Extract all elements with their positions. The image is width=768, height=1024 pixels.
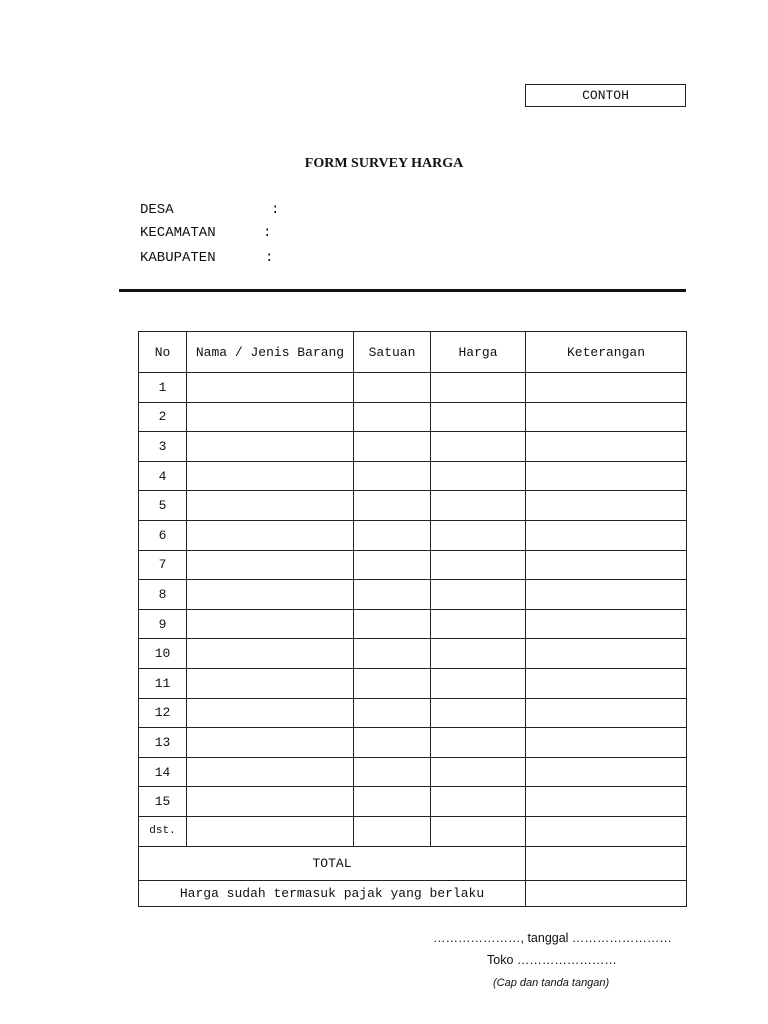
row-number: 13 bbox=[139, 728, 187, 758]
row-number: 11 bbox=[139, 668, 187, 698]
row-notes[interactable] bbox=[526, 373, 687, 403]
row-item-name[interactable] bbox=[187, 728, 354, 758]
table-row bbox=[139, 550, 687, 580]
row-item-name[interactable] bbox=[187, 373, 354, 403]
row-notes[interactable] bbox=[526, 668, 687, 698]
table-row bbox=[139, 639, 687, 669]
table-row bbox=[139, 757, 687, 787]
row-price[interactable] bbox=[431, 757, 526, 787]
row-unit[interactable] bbox=[354, 550, 431, 580]
row-item-name[interactable] bbox=[187, 816, 354, 846]
row-item-name[interactable] bbox=[187, 550, 354, 580]
field-kabupaten-label: KABUPATEN bbox=[140, 250, 216, 266]
row-notes[interactable] bbox=[526, 491, 687, 521]
row-price[interactable] bbox=[431, 816, 526, 846]
row-item-name[interactable] bbox=[187, 787, 354, 817]
row-notes[interactable] bbox=[526, 698, 687, 728]
row-unit[interactable] bbox=[354, 668, 431, 698]
row-unit[interactable] bbox=[354, 580, 431, 610]
table-row bbox=[139, 520, 687, 550]
table-row bbox=[139, 609, 687, 639]
field-kabupaten bbox=[140, 249, 274, 267]
field-kecamatan-label: KECAMATAN bbox=[140, 225, 216, 241]
section-divider bbox=[119, 289, 686, 292]
row-item-name[interactable] bbox=[187, 402, 354, 432]
row-notes[interactable] bbox=[526, 787, 687, 817]
row-unit[interactable] bbox=[354, 757, 431, 787]
table-row bbox=[139, 373, 687, 403]
table-row bbox=[139, 728, 687, 758]
row-notes[interactable] bbox=[526, 639, 687, 669]
row-notes[interactable] bbox=[526, 580, 687, 610]
row-number: 14 bbox=[139, 757, 187, 787]
row-item-name[interactable] bbox=[187, 520, 354, 550]
row-price[interactable] bbox=[431, 461, 526, 491]
row-number: 6 bbox=[139, 520, 187, 550]
row-number: 3 bbox=[139, 432, 187, 462]
row-item-name[interactable] bbox=[187, 668, 354, 698]
table-row bbox=[139, 668, 687, 698]
row-item-name[interactable] bbox=[187, 609, 354, 639]
table-row bbox=[139, 816, 687, 846]
table-row bbox=[139, 698, 687, 728]
header-item-name: Nama / Jenis Barang bbox=[187, 332, 354, 373]
row-unit[interactable] bbox=[354, 402, 431, 432]
survey-table bbox=[138, 331, 687, 907]
field-kecamatan-colon: : bbox=[263, 225, 272, 241]
row-number: 9 bbox=[139, 609, 187, 639]
row-unit[interactable] bbox=[354, 698, 431, 728]
row-unit[interactable] bbox=[354, 816, 431, 846]
page-title: FORM SURVEY HARGA bbox=[304, 156, 464, 171]
row-price[interactable] bbox=[431, 728, 526, 758]
row-number: 4 bbox=[139, 461, 187, 491]
row-number: 8 bbox=[139, 580, 187, 610]
table-row bbox=[139, 461, 687, 491]
row-unit[interactable] bbox=[354, 373, 431, 403]
row-notes[interactable] bbox=[526, 461, 687, 491]
row-price[interactable] bbox=[431, 787, 526, 817]
field-kabupaten-colon: : bbox=[265, 250, 274, 266]
row-price[interactable] bbox=[431, 491, 526, 521]
table-row bbox=[139, 491, 687, 521]
contoh-badge: CONTOH bbox=[525, 84, 686, 107]
header-no: No bbox=[139, 332, 187, 373]
shop-line: Toko …………………… bbox=[487, 953, 617, 967]
table-row bbox=[139, 580, 687, 610]
field-desa-colon: : bbox=[271, 202, 280, 218]
row-number: 2 bbox=[139, 402, 187, 432]
table-row bbox=[139, 787, 687, 817]
date-line: …………………, tanggal …………………… bbox=[433, 931, 672, 945]
row-item-name[interactable] bbox=[187, 757, 354, 787]
row-price[interactable] bbox=[431, 432, 526, 462]
stamp-note: (Cap dan tanda tangan) bbox=[493, 977, 610, 989]
row-notes[interactable] bbox=[526, 520, 687, 550]
row-number: 15 bbox=[139, 787, 187, 817]
field-kecamatan bbox=[140, 224, 272, 242]
row-number: 12 bbox=[139, 698, 187, 728]
row-notes[interactable] bbox=[526, 550, 687, 580]
header-notes: Keterangan bbox=[526, 332, 687, 373]
row-unit[interactable] bbox=[354, 609, 431, 639]
header-price: Harga bbox=[431, 332, 526, 373]
row-notes[interactable] bbox=[526, 728, 687, 758]
row-price[interactable] bbox=[431, 639, 526, 669]
total-label: TOTAL bbox=[139, 846, 526, 880]
row-number: 1 bbox=[139, 373, 187, 403]
row-number: dst. bbox=[139, 816, 187, 846]
tax-note-row bbox=[139, 880, 687, 906]
total-value-cell[interactable] bbox=[526, 846, 687, 880]
total-row bbox=[139, 846, 687, 880]
row-price[interactable] bbox=[431, 402, 526, 432]
row-unit[interactable] bbox=[354, 639, 431, 669]
row-item-name[interactable] bbox=[187, 639, 354, 669]
row-notes[interactable] bbox=[526, 816, 687, 846]
row-item-name[interactable] bbox=[187, 491, 354, 521]
row-unit[interactable] bbox=[354, 728, 431, 758]
row-price[interactable] bbox=[431, 698, 526, 728]
row-price[interactable] bbox=[431, 668, 526, 698]
row-notes[interactable] bbox=[526, 432, 687, 462]
row-unit[interactable] bbox=[354, 461, 431, 491]
row-notes[interactable] bbox=[526, 402, 687, 432]
row-unit[interactable] bbox=[354, 491, 431, 521]
table-row bbox=[139, 432, 687, 462]
row-unit[interactable] bbox=[354, 520, 431, 550]
tax-note: Harga sudah termasuk pajak yang berlaku bbox=[139, 880, 526, 906]
row-notes[interactable] bbox=[526, 609, 687, 639]
row-number: 5 bbox=[139, 491, 187, 521]
row-price[interactable] bbox=[431, 580, 526, 610]
row-number: 7 bbox=[139, 550, 187, 580]
tax-note-extra-cell[interactable] bbox=[526, 880, 687, 906]
row-item-name[interactable] bbox=[187, 461, 354, 491]
header-unit: Satuan bbox=[354, 332, 431, 373]
row-number: 10 bbox=[139, 639, 187, 669]
row-unit[interactable] bbox=[354, 432, 431, 462]
field-desa-label: DESA bbox=[140, 202, 174, 218]
table-row bbox=[139, 402, 687, 432]
field-desa bbox=[140, 201, 280, 219]
row-notes[interactable] bbox=[526, 757, 687, 787]
row-item-name[interactable] bbox=[187, 580, 354, 610]
row-price[interactable] bbox=[431, 373, 526, 403]
table-header-row bbox=[139, 332, 687, 373]
row-price[interactable] bbox=[431, 550, 526, 580]
row-item-name[interactable] bbox=[187, 698, 354, 728]
row-price[interactable] bbox=[431, 609, 526, 639]
row-unit[interactable] bbox=[354, 787, 431, 817]
row-price[interactable] bbox=[431, 520, 526, 550]
row-item-name[interactable] bbox=[187, 432, 354, 462]
